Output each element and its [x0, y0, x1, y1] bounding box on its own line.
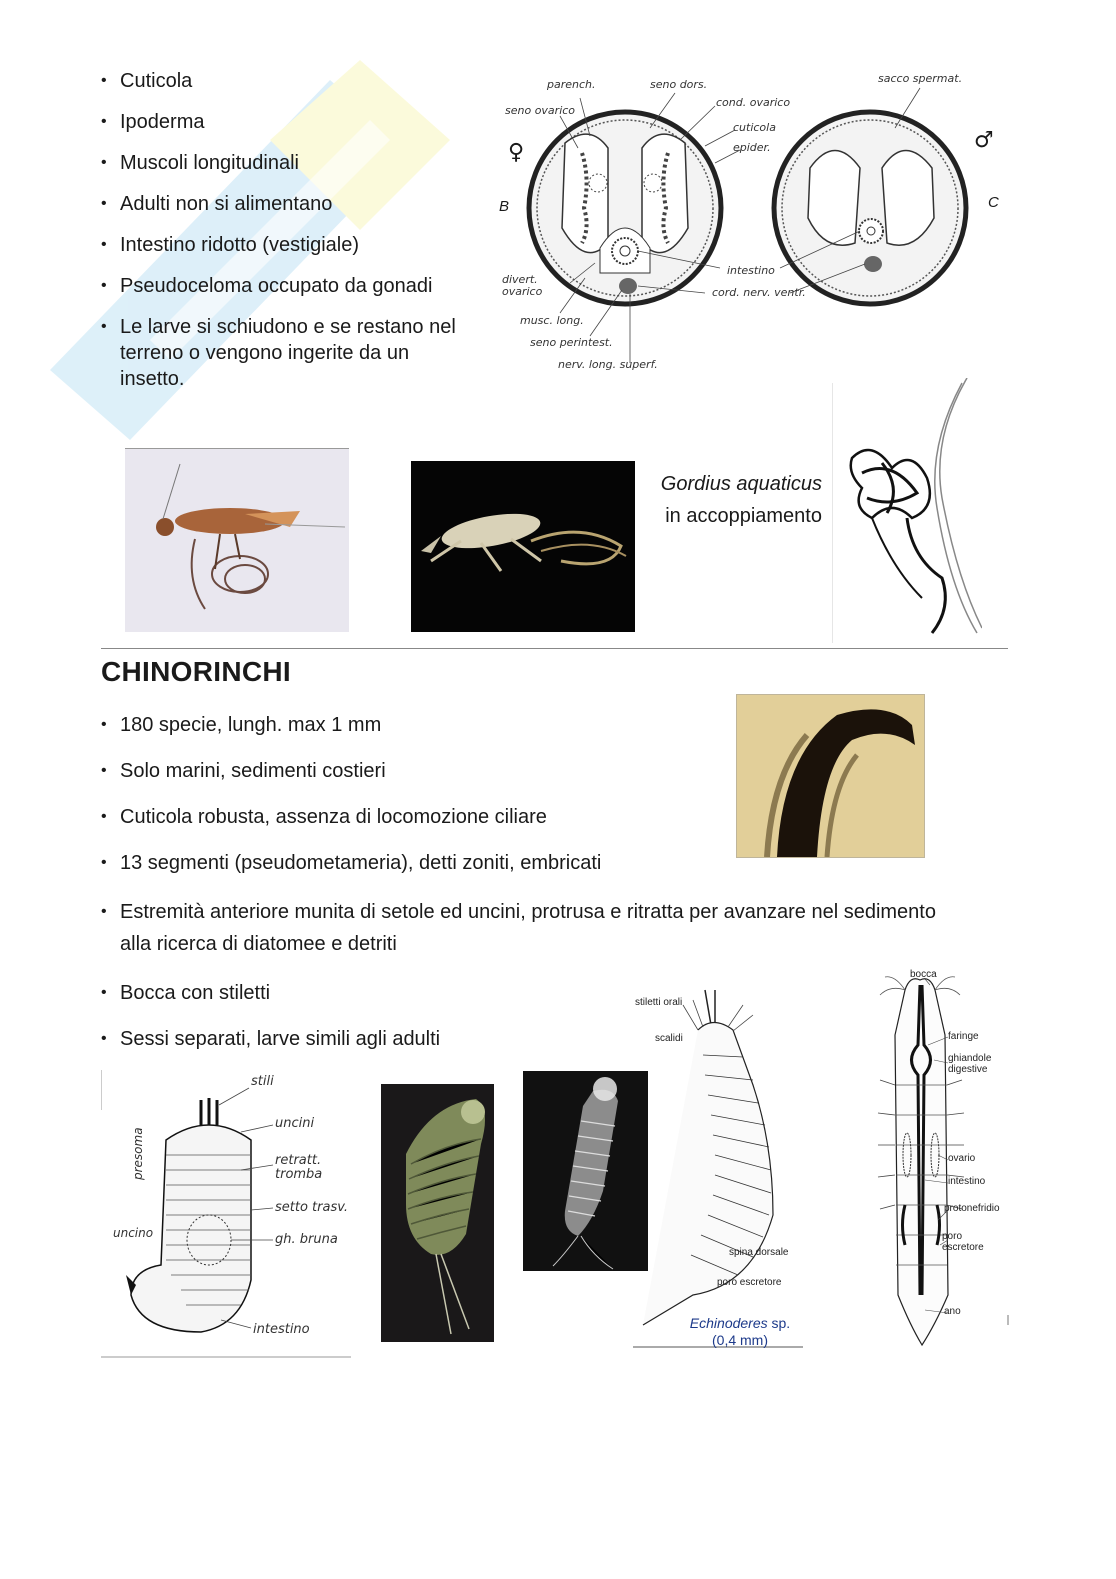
- label-ano: ano: [944, 1306, 961, 1317]
- label-nerv-long-superf: nerv. long. superf.: [558, 358, 658, 371]
- label-poro-escretore-echino: poro escretore: [717, 1277, 782, 1288]
- section-title: CHINORINCHI: [101, 656, 291, 687]
- gordius-caption: [660, 468, 822, 532]
- label-c: C: [988, 194, 999, 211]
- female-symbol: ♀: [508, 140, 525, 165]
- bullet-sessi: • Sessi separati, larve simili agli adulti: [101, 1026, 951, 1052]
- bullet-larve: • Le larve si schiudono e se restano nel terreno o vengono ingerite da un insetto.: [101, 314, 471, 392]
- anatomy-drawing: [850, 965, 1010, 1355]
- bullet-ipoderma: • Ipoderma: [101, 109, 471, 135]
- kinorhynch-bullet-list: [101, 712, 951, 1052]
- label-retratt-tromba: retratt. tromba: [275, 1153, 323, 1182]
- kinorhynch-diagram-left: [101, 1070, 351, 1358]
- label-cuticola: cuticola: [733, 121, 776, 134]
- label-intestino-left: intestino: [253, 1322, 310, 1337]
- label-sacco-spermat: sacco spermat.: [878, 72, 963, 85]
- label-cond-ovarico: cond. ovarico: [716, 96, 791, 109]
- bullet-cuticola-robusta: • Cuticola robusta, assenza di locomozione ciliare: [101, 804, 951, 830]
- label-uncino: uncino: [113, 1226, 154, 1240]
- label-seno-perintest: seno perintest.: [530, 336, 613, 349]
- label-scalidi: scalidi: [655, 1033, 683, 1044]
- bullet-bocca: • Bocca con stiletti: [101, 980, 951, 1006]
- label-ghiandole-digestive: ghiandole digestive: [948, 1053, 992, 1075]
- label-bocca: bocca: [910, 969, 937, 980]
- label-epider: epider.: [733, 141, 771, 154]
- bullet-intestino: • Intestino ridotto (vestigiale): [101, 232, 471, 258]
- insect-drawing-1: [125, 449, 349, 632]
- insect-photo-1: [125, 448, 349, 632]
- kinorhynch-sem-photo: [523, 1071, 648, 1271]
- label-divert-ovarico: divert. ovarico: [502, 273, 543, 298]
- label-stili: stili: [251, 1074, 274, 1089]
- label-musc-long: musc. long.: [520, 314, 584, 327]
- label-faringe: faringe: [948, 1031, 979, 1042]
- label-stiletti-orali: stiletti orali: [635, 997, 683, 1008]
- male-symbol: ♂: [974, 128, 994, 153]
- label-ovario: ovario: [948, 1153, 976, 1164]
- label-seno-dors: seno dors.: [650, 78, 708, 91]
- label-intestino: intestino: [727, 264, 775, 277]
- section-divider: [101, 648, 1008, 649]
- insect-photo-2: [411, 461, 635, 632]
- bullet-adulti: • Adulti non si alimentano: [101, 191, 471, 217]
- anatomy-diagram: [850, 965, 1010, 1355]
- label-gh-bruna: gh. bruna: [275, 1232, 338, 1247]
- bullet-estremita: • Estremità anteriore munita di setole ed uncini, protrusa e ritratta per avanzare nel sedimento alla ricerca di diatomee e detriti: [101, 896, 940, 960]
- kinorhynch-sem-drawing: [523, 1071, 648, 1271]
- label-uncini: uncini: [275, 1116, 315, 1131]
- cross-section-diagram: [490, 68, 1010, 378]
- bullet-pseudoceloma: • Pseudoceloma occupato da gonadi: [101, 273, 471, 299]
- insect-drawing-2: [411, 461, 635, 632]
- bullet-segmenti: • 13 segmenti (pseudometameria), detti zoniti, embricati: [101, 850, 951, 876]
- echinoderes-caption: [685, 1315, 795, 1349]
- kinorhynch-green-photo: [381, 1084, 494, 1342]
- top-bullet-list: [101, 68, 471, 392]
- gordius-drawing: [832, 378, 982, 643]
- label-poro-escretore-anatomy: poro escretore: [942, 1231, 984, 1253]
- echinoderes-species: Echinoderes: [689, 1315, 768, 1331]
- echinoderes-diagram: [633, 985, 813, 1350]
- bullet-muscoli: • Muscoli longitudinali: [101, 150, 471, 176]
- echinoderes-size: (0,4 mm): [712, 1332, 768, 1348]
- gordius-rest: in accoppiamento: [665, 505, 822, 527]
- label-intestino-anatomy: intestino: [948, 1176, 986, 1187]
- label-spina-dorsale: spina dorsale: [729, 1247, 789, 1258]
- label-b: B: [499, 198, 510, 215]
- bullet-specie: • 180 specie, lungh. max 1 mm: [101, 712, 951, 738]
- bullet-cuticola: • Cuticola: [101, 68, 471, 94]
- label-seno-ovarico: seno ovarico: [505, 104, 576, 117]
- kinorhynch-green-drawing: [381, 1084, 494, 1342]
- label-protonefridio: protonefridio: [944, 1203, 1000, 1214]
- bullet-marini: • Solo marini, sedimenti costieri: [101, 758, 951, 784]
- label-setto-trasv: setto trasv.: [275, 1200, 348, 1215]
- label-presoma: presoma: [131, 1127, 145, 1180]
- label-parench: parench.: [547, 78, 596, 91]
- label-cord-nerv-ventr: cord. nerv. ventr.: [712, 286, 806, 299]
- echinoderes-sp: sp.: [767, 1315, 791, 1331]
- gordius-species: Gordius aquaticus: [660, 473, 822, 495]
